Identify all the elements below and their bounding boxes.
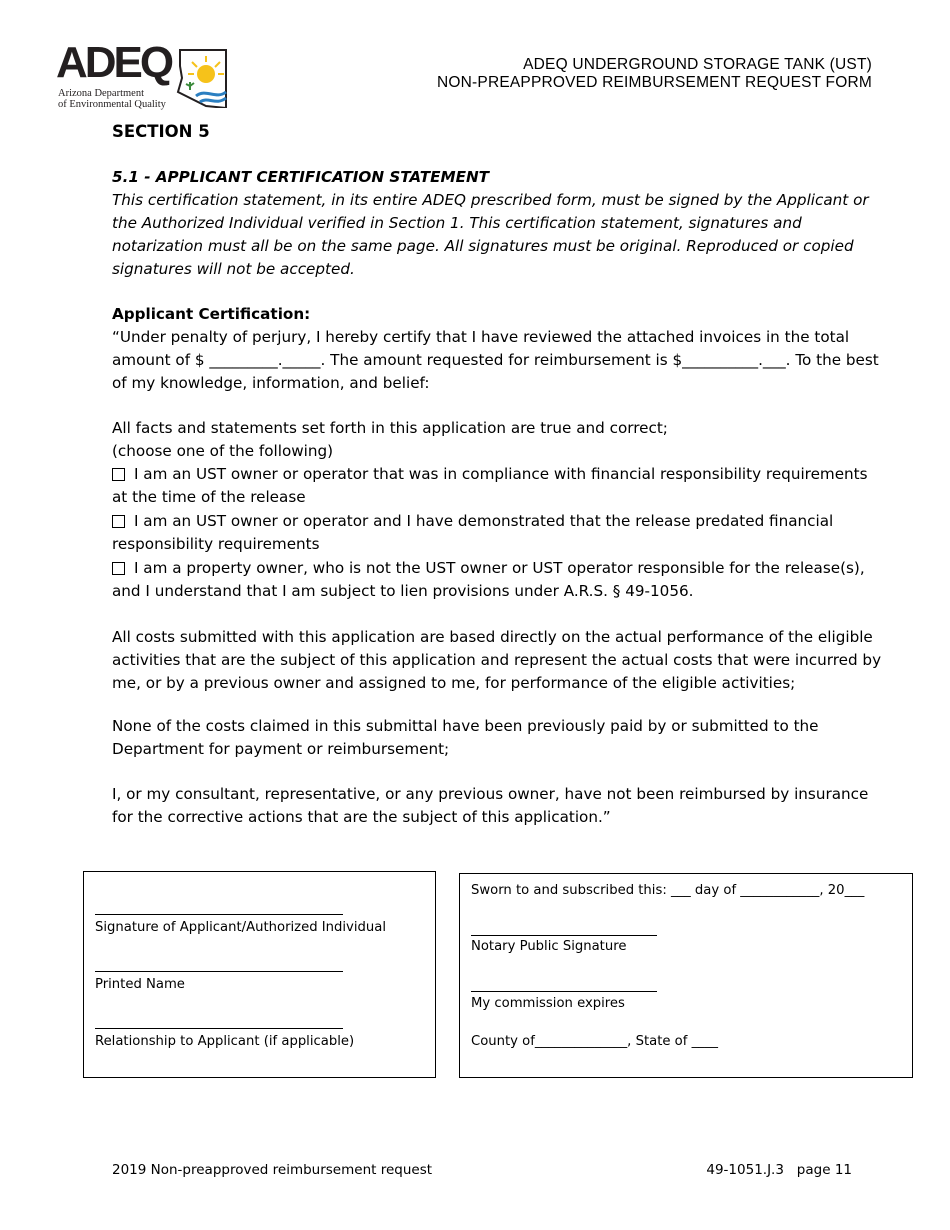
notary-signature-line[interactable] xyxy=(471,935,657,936)
none-statement: None of the costs claimed in this submittal have been previously paid by or submitted to the Department for payment or reimbursement; xyxy=(112,717,819,758)
notary-box xyxy=(459,873,913,1078)
property-owner-checkbox[interactable] xyxy=(112,562,125,575)
option-compliance xyxy=(112,463,882,509)
certification-heading: Applicant Certification: xyxy=(112,305,311,323)
facts-statement: All facts and statements set forth in this application are true and correct; xyxy=(112,419,668,437)
sworn-statement: Sworn to and subscribed this: ___ day of ____________, 20___ xyxy=(471,883,865,898)
footer-right: 49-1051.J.3 page 11 xyxy=(706,1162,852,1178)
choose-instruction: (choose one of the following) xyxy=(112,442,334,460)
predated-checkbox[interactable] xyxy=(112,515,125,528)
option-property-owner xyxy=(112,557,882,603)
signature-label: Signature of Applicant/Authorized Individual xyxy=(95,920,386,935)
option-predated-label: I am an UST owner or operator and I have demonstrated that the release predated financial responsibility requirements xyxy=(112,512,834,553)
header-line-2: NON-PREAPPROVED REIMBURSEMENT REQUEST FORM xyxy=(437,74,872,91)
relationship-line[interactable] xyxy=(95,1028,343,1029)
compliance-checkbox[interactable] xyxy=(112,468,125,481)
section-subtitle: 5.1 - APPLICANT CERTIFICATION STATEMENT xyxy=(112,168,490,186)
commission-label: My commission expires xyxy=(471,996,625,1011)
option-compliance-label: I am an UST owner or operator that was in compliance with financial responsibility requirements at the time of the release xyxy=(112,465,868,506)
logo-line-2: of Environmental Quality xyxy=(58,99,166,110)
adeq-logo xyxy=(56,38,232,110)
commission-line[interactable] xyxy=(471,991,657,992)
certification-intro: “Under penalty of perjury, I hereby certify that I have reviewed the attached invoices in the total amount of $ _________._____. The amount requested for reimbursement is $__________.___. To the best of my knowledge, information, and belief: xyxy=(112,328,879,392)
option-predated xyxy=(112,510,882,556)
logo-wordmark: ADEQ xyxy=(56,38,172,87)
form-header xyxy=(437,56,872,92)
printed-name-line[interactable] xyxy=(95,971,343,972)
insurance-statement: I, or my consultant, representative, or any previous owner, have not been reimbursed by insurance for the corrective actions that are the subject of this application.” xyxy=(112,785,869,826)
section-title: SECTION 5 xyxy=(112,122,210,141)
footer-left: 2019 Non-preapproved reimbursement request xyxy=(112,1162,433,1178)
notary-signature-label: Notary Public Signature xyxy=(471,939,627,954)
logo-line-1: Arizona Department xyxy=(58,88,145,99)
option-property-owner-label: I am a property owner, who is not the UST owner or UST operator responsible for the release(s), and I understand that I am subject to lien provisions under A.R.S. § 49-1056. xyxy=(112,559,865,600)
costs-statement: All costs submitted with this application are based directly on the actual performance of the eligible activities that are the subject of this application and represent the actual costs that were incurred by me, or by a previous owner and assigned to me, for performance of the eligible activities; xyxy=(112,628,882,692)
relationship-label: Relationship to Applicant (if applicable) xyxy=(95,1034,355,1049)
applicant-signature-box xyxy=(83,871,436,1078)
printed-name-label: Printed Name xyxy=(95,977,185,992)
header-line-1: ADEQ UNDERGROUND STORAGE TANK (UST) xyxy=(523,56,872,73)
county-state: County of______________, State of ____ xyxy=(471,1034,718,1049)
instructions-paragraph: This certification statement, in its entire ADEQ prescribed form, must be signed by the Applicant or the Authorized Individual verified in Section 1. This certification statement, signatures and notarization must all be on the same page. All signatures must be original. Reproduced or copied signatures will not be accepted. xyxy=(112,191,869,278)
signature-line[interactable] xyxy=(95,914,343,915)
arizona-sun-icon xyxy=(176,48,232,108)
